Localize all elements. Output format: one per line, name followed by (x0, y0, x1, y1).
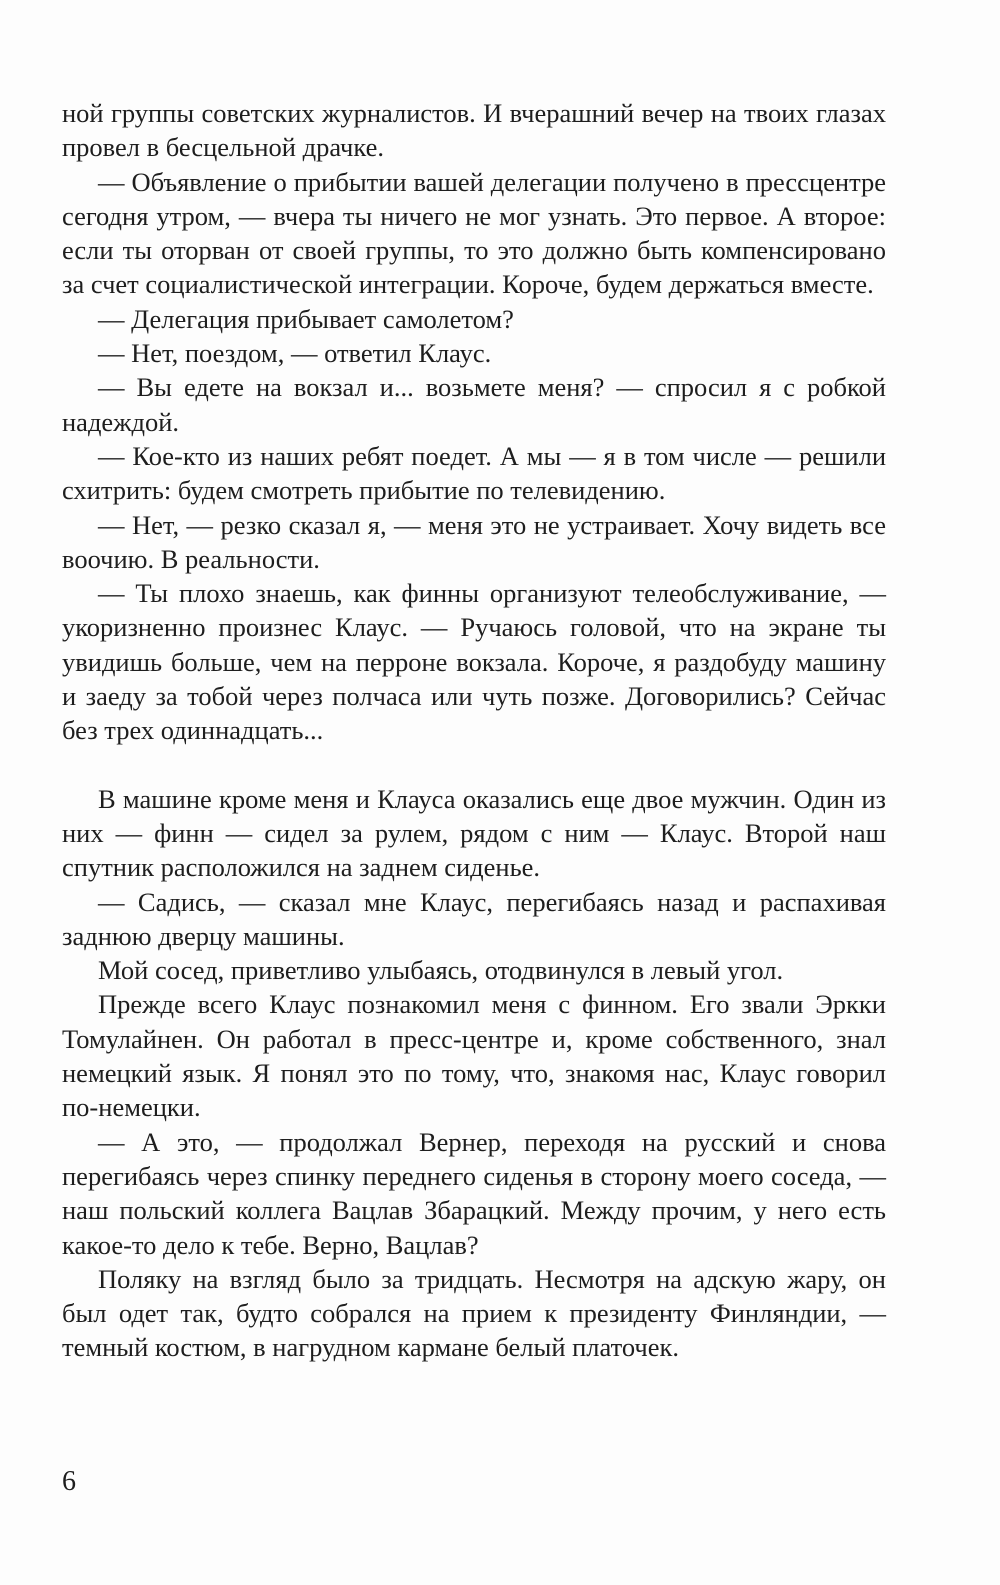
section-break (62, 748, 886, 782)
paragraph: Мой сосед, приветливо улыбаясь, отодвинулся в левый угол. (98, 955, 784, 986)
paragraph: ной группы советских журналистов. И вчерашний вечер на твоих глазах провел в бесцельной драчке. (62, 98, 886, 163)
paragraph: В машине кроме меня и Клауса оказались еще двое мужчин. Один из них — финн — сидел за рулем, рядом с ним — Клаус. Второй наш спутник расположился на заднем сиденье. (62, 783, 886, 883)
paragraph: — Нет, поездом, — ответил Клаус. (98, 338, 492, 369)
paragraph: Прежде всего Клаус познакомил меня с финном. Его звали Эркки Томулайнен. Он работал в пресс-центре и, кроме собственного, знал немецкий язык. Я понял это по тому, что, знакомя нас, Клаус говорил по-немецки. (62, 989, 886, 1123)
paragraph: — Нет, — резко сказал я, — меня это не устраивает. Хочу видеть все воочию. В реальности. (62, 509, 886, 574)
paragraph: — Кое-кто из наших ребят поедет. А мы — я в том числе — решили схитрить: будем смотреть прибытие по телевидению. (62, 440, 886, 506)
paragraph: — Садись, — сказал мне Клаус, перегибаясь назад и распахивая заднюю дверцу машины. (62, 886, 886, 951)
paragraph: — Делегация прибывает самолетом? (98, 303, 514, 334)
page-body-text (62, 96, 886, 1365)
paragraph: — А это, — продолжал Вернер, переходя на русский и снова перегибаясь через спинку переднего сиденья в сторону моего соседа, — наш польский коллега Вацлав Збарацкий. Между прочим, у него есть какое-то дело к тебе. Верно, Вацлав? (62, 1126, 886, 1260)
paragraph: Поляку на взгляд было за тридцать. Несмотря на адскую жару, он был одет так, будто собрался на прием к президенту Финляндии, — темный костюм, в нагрудном кармане белый платочек. (62, 1263, 886, 1363)
paragraph: — Объявление о прибытии вашей делегации получено в прессцентре сегодня утром, — вчера ты ничего не мог узнать. Это первое. А второе: если ты оторван от своей группы, то это должно быть компенсировано за счет социалистической интеграции. Короче, будем держаться вместе. (62, 166, 886, 300)
paragraph: — Ты плохо знаешь, как финны организуют телеобслуживание, — укоризненно произнес Клаус. — Ручаюсь головой, что на экране ты увидишь больше, чем на перроне вокзала. Короче, я раздобуду машину и заеду за тобой через полчаса или чуть позже. Договорились? Сейчас без трех одиннадцать... (62, 578, 886, 746)
paragraph: — Вы едете на вокзал и... возьмете меня? — спросил я с робкой надеждой. (62, 372, 886, 437)
page-number: 6 (62, 1466, 76, 1497)
